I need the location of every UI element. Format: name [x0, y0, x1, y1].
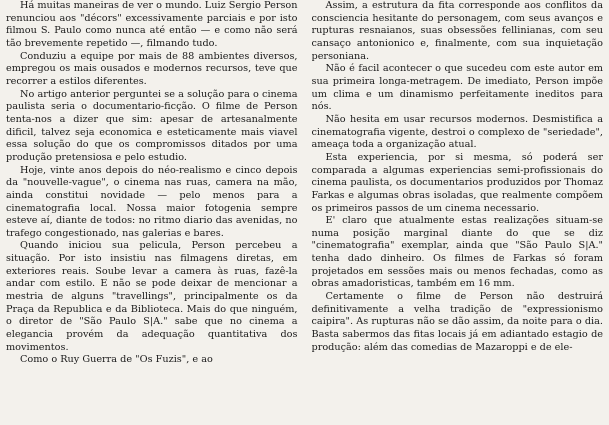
left-column [6, 0, 298, 425]
paragraph: Assim, a estrutura da fita corresponde aos conflitos da consciencia hesitante do personagem, com seus avanços e rupturas resnaianos, suas obsessões fellinianas, com seu cansaço antonionico e, finalmente, com sua inquietação personiana. [311, 0, 603, 62]
paragraph: Hoje, vinte anos depois do néo-realismo e cinco depois da "nouvelle-vague", o cinema nas ruas, camera na mão, ainda constitui novidade — pelo menos para a cinematografia local. Nossa maior fotogenia sempre esteve aí, diante de todos: no ritmo diario das avenidas, no trafego congestionado, nas galerias e bares. [6, 164, 298, 239]
paragraph: Não é facil acontecer o que sucedeu com este autor em sua primeira longa-metragem. De imediato, Person impõe um clima e um dinamismo perfeitamente ineditos para nós. [311, 63, 603, 113]
paragraph: Há muitas maneiras de ver o mundo. Luiz Sergio Person renunciou aos "décors" excessivamente parciais e por isto filmou S. Paulo como nunca até então — e como não será tão brevemente repetido —, filmando tudo. [6, 0, 298, 49]
paragraph: No artigo anterior perguntei se a solução para o cinema paulista seria o documentario-ficção. O filme de Person tenta-nos a dizer que sim: apesar de artesanalmente dificil, talvez seja economica e esteticamente mais viavel essa solução do que os compromissos ditados por uma produção pretensiosa e pelo estudio. [6, 88, 298, 163]
paragraph: Não hesita em usar recursos modernos. Desmistifica a cinematografia vigente, destroi o complexo de "seriedade", ameaça toda a organização atual. [311, 113, 603, 151]
paragraph: E' claro que atualmente estas realizações situam-se numa posição marginal diante do que se diz "cinematografia" exemplar, ainda que "São Paulo S|A." tenha dado dinheiro. Os filmes de Farkas só foram projetados em sessões mais ou menos fechadas, como as obras amadoristicas, também em 16 mm. [311, 215, 603, 290]
paragraph: Conduziu a equipe por mais de 88 ambientes diversos, empregou os mais ousados e modernos recursos, teve que recorrer a estilos diferentes. [6, 50, 298, 87]
right-column [312, 0, 604, 425]
paragraph: Esta experiencia, por si mesma, só poderá ser comparada a algumas experiencias semi-profissionais do cinema paulista, os documentarios produzidos por Thomaz Farkas e algumas obras isoladas, que realmente compõem os primeiros passos de um cinema necessario. [311, 151, 603, 214]
paragraph: Certamente o filme de Person não destruirá definitivamente a velha tradição de "expressionismo caipira". As rupturas não se dão assim, da noite para o dia. Basta sabermos das fitas locais já em adiantado estagio de produção: além das comedias de Mazaroppi e de ele- [311, 291, 603, 353]
paragraph: Como o Ruy Guerra de "Os Fuzis", e ao [20, 354, 213, 366]
paragraph: Quando iniciou sua pelicula, Person percebeu a situação. Por isto insistiu nas filmagens diretas, em exteriores reais. Soube levar a camera às ruas, fazê-la andar com estilo. E não se pode deixar de mencionar a mestria de alguns "travellings", principalmente os da Praça da Republica e da Biblioteca. Mais do que ninguém, o diretor de "São Paulo S|A." sabe que no cinema a elegancia provém da adequação quantitativa dos movimentos. [6, 240, 298, 353]
